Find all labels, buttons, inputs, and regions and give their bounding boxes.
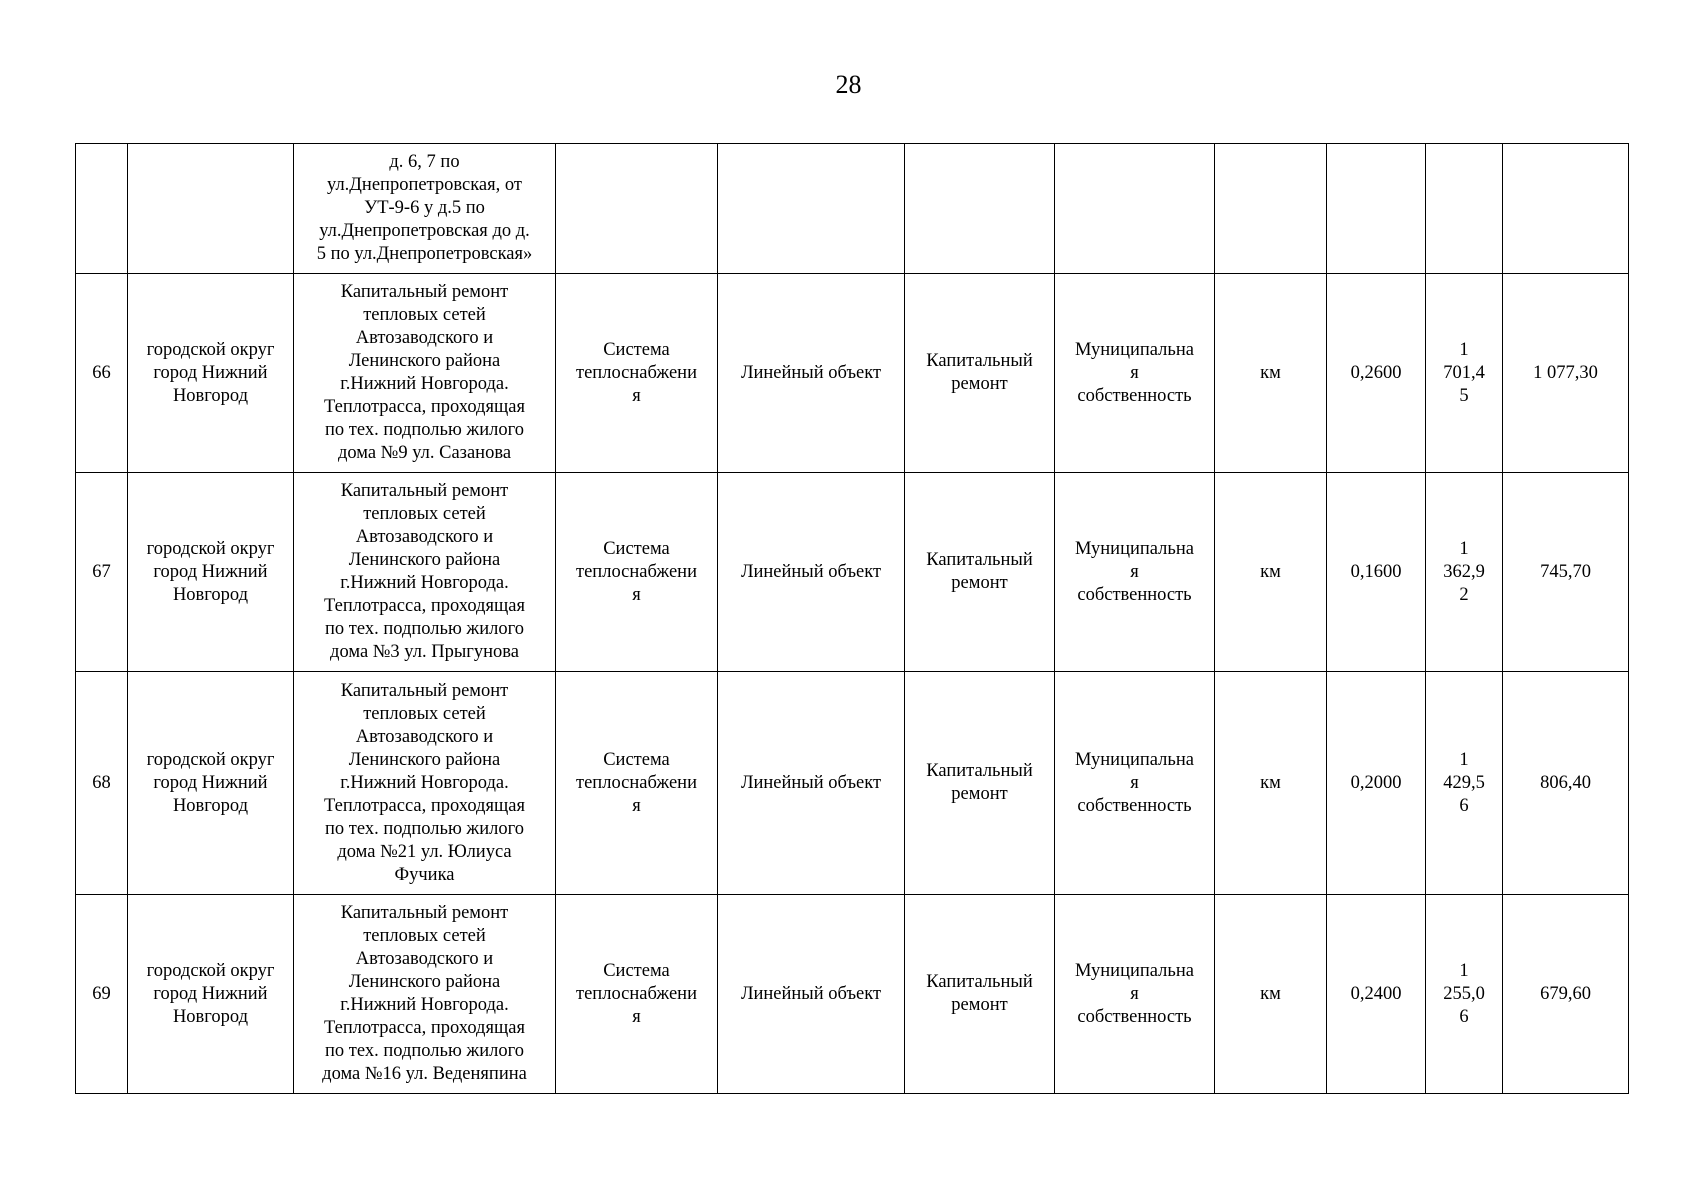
table-row [76,274,1629,473]
cell-cost2: 806,40 [1503,672,1629,895]
cell-quantity: 0,2000 [1327,672,1426,895]
cell-unit [1215,144,1327,274]
cell-cost2 [1503,144,1629,274]
table-row [76,672,1629,895]
cell-work-type: Капитальный ремонт [905,274,1055,473]
cell-cost1: 1 701,4 5 [1426,274,1503,473]
cell-number: 69 [76,895,128,1094]
cell-cost1: 1 429,5 6 [1426,672,1503,895]
cell-system: Система теплоснабжени я [556,672,718,895]
cell-number [76,144,128,274]
cell-cost2: 745,70 [1503,473,1629,672]
cell-name: Капитальный ремонт тепловых сетей Автозаводского и Ленинского района г.Нижний Новгорода. Теплотрасса, проходящая по тех. подполью жилого дома №16 ул. Веденяпина [294,895,556,1094]
cell-ownership: Муниципальна я собственность [1055,895,1215,1094]
cell-number: 66 [76,274,128,473]
cell-municipality: городской округ город Нижний Новгород [128,672,294,895]
table-row [76,473,1629,672]
page-number: 28 [835,70,862,99]
cell-system: Система теплоснабжени я [556,274,718,473]
cell-system: Система теплоснабжени я [556,473,718,672]
cell-object-type [718,144,905,274]
cell-number: 67 [76,473,128,672]
cell-system: Система теплоснабжени я [556,895,718,1094]
cell-ownership: Муниципальна я собственность [1055,274,1215,473]
cell-unit: км [1215,895,1327,1094]
cell-work-type: Капитальный ремонт [905,895,1055,1094]
cell-work-type [905,144,1055,274]
cell-municipality: городской округ город Нижний Новгород [128,274,294,473]
cell-object-type: Линейный объект [718,672,905,895]
cell-unit: км [1215,672,1327,895]
table-row [76,895,1629,1094]
cell-work-type: Капитальный ремонт [905,672,1055,895]
cell-quantity [1327,144,1426,274]
cell-municipality: городской округ город Нижний Новгород [128,895,294,1094]
table-row-continuation [76,144,1629,274]
cell-cost2: 1 077,30 [1503,274,1629,473]
cell-object-type: Линейный объект [718,895,905,1094]
cell-unit: км [1215,274,1327,473]
cell-ownership: Муниципальна я собственность [1055,473,1215,672]
cell-quantity: 0,2600 [1327,274,1426,473]
data-table [75,143,1629,1094]
cell-municipality: городской округ город Нижний Новгород [128,473,294,672]
cell-quantity: 0,2400 [1327,895,1426,1094]
cell-ownership [1055,144,1215,274]
cell-municipality [128,144,294,274]
cell-ownership: Муниципальна я собственность [1055,672,1215,895]
cell-name: Капитальный ремонт тепловых сетей Автозаводского и Ленинского района г.Нижний Новгорода. Теплотрасса, проходящая по тех. подполью жилого дома №3 ул. Прыгунова [294,473,556,672]
cell-work-type: Капитальный ремонт [905,473,1055,672]
cell-quantity: 0,1600 [1327,473,1426,672]
cell-name: д. 6, 7 по ул.Днепропетровская, от УТ-9-6 у д.5 по ул.Днепропетровская до д. 5 по ул.Днепропетровская» [294,144,556,274]
cell-object-type: Линейный объект [718,274,905,473]
cell-name: Капитальный ремонт тепловых сетей Автозаводского и Ленинского района г.Нижний Новгорода. Теплотрасса, проходящая по тех. подполью жилого дома №9 ул. Сазанова [294,274,556,473]
cell-system [556,144,718,274]
cell-unit: км [1215,473,1327,672]
cell-object-type: Линейный объект [718,473,905,672]
cell-cost1: 1 362,9 2 [1426,473,1503,672]
cell-name: Капитальный ремонт тепловых сетей Автозаводского и Ленинского района г.Нижний Новгорода. Теплотрасса, проходящая по тех. подполью жилого дома №21 ул. Юлиуса Фучика [294,672,556,895]
cell-number: 68 [76,672,128,895]
cell-cost2: 679,60 [1503,895,1629,1094]
cell-cost1 [1426,144,1503,274]
cell-cost1: 1 255,0 6 [1426,895,1503,1094]
